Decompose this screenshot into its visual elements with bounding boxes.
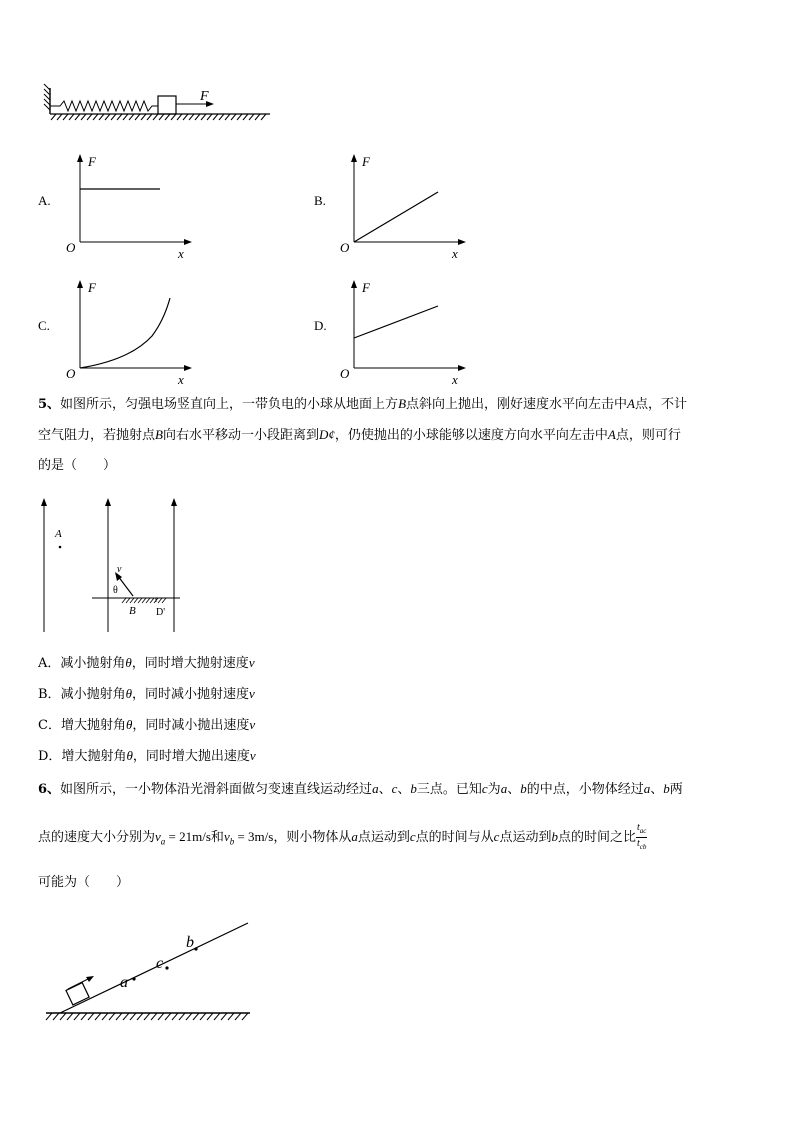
q5-line-1: 5、如图所示，匀强电场竖直向上，一带负电的小球从地面上方B点斜向上抛出，刚好速度水平向左击中A点，不计 bbox=[38, 396, 687, 412]
graph-d bbox=[334, 276, 474, 391]
q5-line-2: 空气阻力，若抛射点B向右水平移动一小段距离到D¢，仍使抛出的小球能够以速度方向水平向左击中A点，则可行 bbox=[38, 427, 681, 443]
graph-b-y-label: F bbox=[362, 154, 370, 169]
q6-figure-c: c bbox=[156, 955, 164, 972]
q6-number: 6、 bbox=[38, 782, 61, 797]
q5-figure-A: A bbox=[55, 528, 62, 540]
graph-b-x-label: x bbox=[452, 246, 458, 261]
graph-b-origin: O bbox=[340, 240, 350, 255]
option-a-label: A. bbox=[38, 193, 51, 208]
q6-line-1: 6、如图所示，一小物体沿光滑斜面做匀变速直线运动经过a、c、b三点。已知c为a、b的中点，小物体经过a、b两 bbox=[38, 781, 683, 797]
graph-a-y-label: F bbox=[88, 154, 96, 169]
q5-option-a[interactable]: A．减小抛射角θ，同时增大抛射速度v bbox=[38, 655, 255, 671]
q5-figure-B: B bbox=[129, 605, 136, 617]
graph-c-curve bbox=[80, 298, 170, 368]
q5-figure-D: D' bbox=[156, 607, 166, 618]
option-c-label: C. bbox=[38, 318, 50, 333]
spring-block-figure bbox=[38, 82, 278, 128]
graph-d-x-label: x bbox=[452, 372, 458, 387]
q6-incline-figure bbox=[40, 915, 260, 1030]
q5-option-b[interactable]: B．减小抛射角θ，同时减小抛射速度v bbox=[38, 686, 255, 702]
q6-figure-b: b bbox=[186, 934, 194, 951]
q5-figure-theta: θ bbox=[113, 585, 118, 596]
graph-b bbox=[334, 150, 474, 265]
q5-line-3: 的是（ ） bbox=[38, 458, 117, 473]
q5-number: 5、 bbox=[38, 397, 61, 412]
graph-c bbox=[60, 276, 200, 391]
graph-c-y-label: F bbox=[88, 280, 96, 295]
graph-c-x-label: x bbox=[178, 372, 184, 387]
graph-d-curve bbox=[354, 306, 438, 338]
graph-a bbox=[60, 150, 200, 265]
graph-d-origin: O bbox=[340, 366, 350, 381]
graph-d-y-label: F bbox=[362, 280, 370, 295]
time-ratio-fraction: $\frac{t_{ac}}{t_{cb}}$ bbox=[636, 822, 647, 851]
graph-a-origin: O bbox=[66, 240, 76, 255]
q6-line-2: 点的速度大小分别为$v_a = 21m/s$和$v_b = 3m/s$，则小物体从a点运动到c点的时间与从c点运动到b点的时间之比 $\frac{t_{ac}}{t_{cb}}$ bbox=[38, 822, 647, 851]
option-b-label: B. bbox=[314, 193, 326, 208]
q5-option-c[interactable]: C．增大抛射角θ，同时减小抛出速度v bbox=[38, 717, 256, 733]
q5-option-d[interactable]: D．增大抛射角θ，同时增大抛出速度v bbox=[38, 748, 256, 764]
graph-c-origin: O bbox=[66, 366, 76, 381]
q5-figure-v: v bbox=[117, 564, 122, 575]
graph-b-curve bbox=[354, 192, 438, 242]
q6-figure-a: a bbox=[120, 974, 128, 991]
graph-a-x-label: x bbox=[178, 246, 184, 261]
q6-line-3: 可能为（ ） bbox=[38, 875, 130, 890]
option-d-label: D. bbox=[314, 318, 327, 333]
force-label: F bbox=[200, 89, 209, 104]
q5-figure bbox=[34, 492, 204, 642]
